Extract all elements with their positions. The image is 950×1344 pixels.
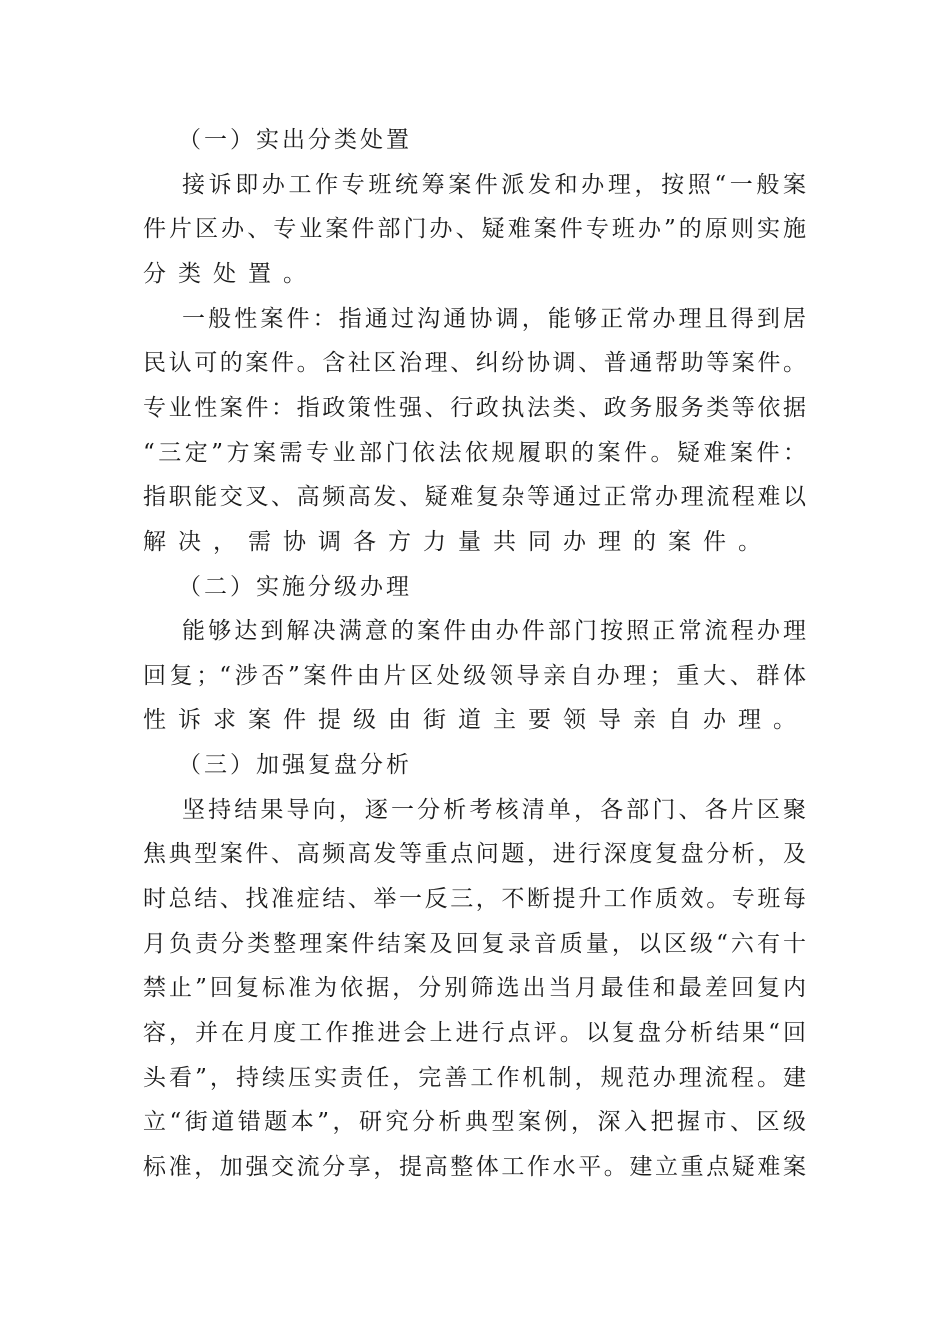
paragraph-line: 禁止”回复标准为依据，分别筛选出当月最佳和最差回复内 [143,975,806,1002]
paragraph-line: 回复；“涉否”案件由片区处级领导亲自办理；重大、群体 [143,662,806,689]
section-heading: （三）加强复盘分析 [178,752,412,779]
paragraph-line: 民认可的案件。含社区治理、纠纷协调、普通帮助等案件。 [143,350,806,377]
paragraph-line: 头看”，持续压实责任，完善工作机制，规范办理流程。建 [143,1064,806,1091]
paragraph-line: 标准，加强交流分享，提高整体工作水平。建立重点疑难案 [143,1153,806,1180]
paragraph-line: 指职能交叉、高频高发、疑难复杂等通过正常办理流程难以 [143,484,806,511]
paragraph-line: 容，并在月度工作推进会上进行点评。以复盘分析结果“回 [143,1020,806,1046]
paragraph-line: 解决，需协调各方力量共同办理的案件。 [143,528,773,555]
paragraph-line: 专业性案件：指政策性强、行政执法类、政务服务类等依据 [143,394,806,421]
paragraph-line: 立“街道错题本”，研究分析典型案例，深入把握市、区级 [143,1109,806,1136]
paragraph-line: 坚持结果导向，逐一分析考核清单，各部门、各片区聚 [182,796,806,823]
paragraph-line: 分类处置。 [143,260,318,287]
paragraph-line: 一般性案件：指通过沟通协调，能够正常办理且得到居 [182,305,806,332]
paragraph-line: “三定”方案需专业部门依法依规履职的案件。疑难案件： [143,439,806,466]
section-heading: （一）实出分类处置 [178,127,412,153]
paragraph-line: 件片区办、专业案件部门办、疑难案件专班办”的原则实施 [143,216,806,243]
paragraph-line: 能够达到解决满意的案件由办件部门按照正常流程办理 [182,618,806,645]
paragraph-line: 性诉求案件提级由街道主要领导亲自办理。 [143,707,808,734]
paragraph-line: 月负责分类整理案件结案及回复录音质量，以区级“六有十 [143,930,806,957]
paragraph-line: 时总结、找准症结、举一反三，不断提升工作质效。专班每 [143,886,806,913]
paragraph-line: 接诉即办工作专班统筹案件派发和办理，按照“一般案 [182,171,806,198]
paragraph-line: 焦典型案件、高频高发等重点问题，进行深度复盘分析，及 [143,841,806,868]
section-heading: （二）实施分级办理 [178,573,412,600]
